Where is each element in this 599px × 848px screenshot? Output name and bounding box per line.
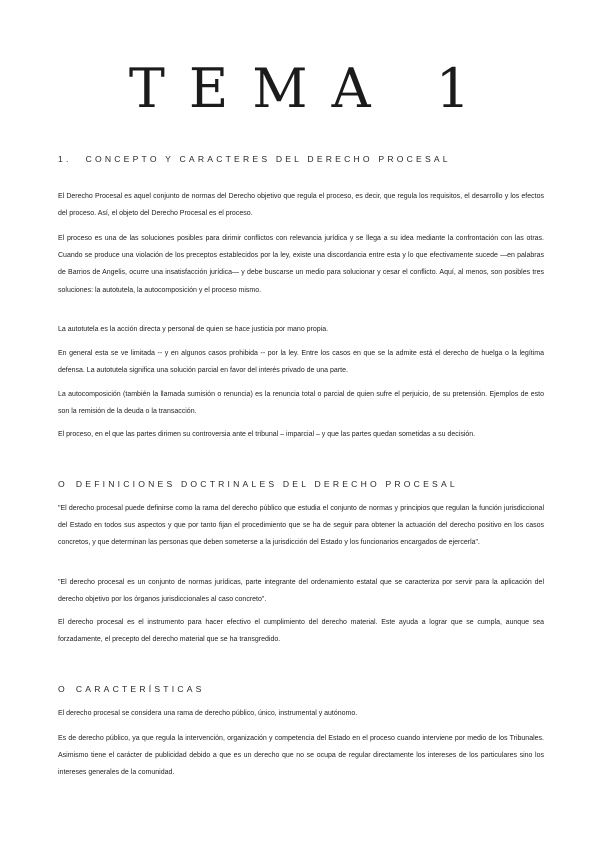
section-heading-concepto [58, 154, 548, 164]
paragraph: La autocomposición (también la llamada sumisión o renuncia) es la renuncia total o parcial de quien sufre el perjuicio, de su pretensión. Ejemplos de esto son la remisión de la deuda o la transacción. [58, 391, 544, 416]
paragraph: El Derecho Procesal es aquel conjunto de normas del Derecho objetivo que regula el proceso, es decir, que regula los requisitos, el desarrollo y los efectos del proceso. Así, el objeto del Derecho Procesal es el proceso. [58, 193, 544, 218]
section-heading-caracteristicas [58, 684, 548, 694]
section-bullet: O [58, 479, 68, 489]
paragraph: Es de derecho público, ya que regula la intervención, organización y competencia del Estado en el proceso cuando interviene por medio de los Tribunales. Asimismo tiene el carácter de publicidad debido a que es un derecho que no se ocupa de regular directamente los intereses de los particulares sino los intereses generales de la comunidad. [58, 735, 544, 777]
paragraph: En general esta se ve limitada -- y en algunos casos prohibida -- por la ley. Entre los casos en que se la admite está el derecho de huelga o la legítima defensa. La autotutela significa una solución parcial en favor del interés privado de una parte. [58, 350, 544, 375]
page-title: TEMA 1 [128, 57, 495, 120]
section-heading-text: CONCEPTO Y CARACTERES DEL DERECHO PROCESAL [85, 154, 451, 164]
paragraph: El derecho procesal se considera una rama de derecho público, único, instrumental y autónomo. [58, 710, 358, 717]
paragraph: El derecho procesal es el instrumento para hacer efectivo el cumplimiento del derecho material. Este ayuda a lograr que se cumpla, aunque sea forzadamente, el precepto del derecho material que se ha transgredido. [58, 619, 544, 644]
paragraph: La autotutela es la acción directa y personal de quien se hace justicia por mano propia. [58, 326, 329, 333]
paragraph: "El derecho procesal es un conjunto de normas jurídicas, parte integrante del ordenamiento estatal que se caracteriza por servir para la aplicación del derecho objetivo por los órganos jurisdiccionales al caso concreto". [58, 579, 544, 604]
paragraph: El proceso es una de las soluciones posibles para dirimir conflictos con relevancia jurídica y se llega a su idea mediante la confrontación con las otras. Cuando se produce una violación de los preceptos establecidos por la ley, existe una discordancia entre esta y lo que efectivamente sucede —en palabras de Barrios de Angelis, ocurre una insatisfacción jurídica— y debe buscarse un medio para solucionar y cesar el conflicto. Aquí, al menos, son posibles tres soluciones: la autotutela, la autocomposición y el proceso mismo. [58, 235, 544, 294]
section-heading-text: DEFINICIONES DOCTRINALES DEL DERECHO PROCESAL [75, 479, 458, 489]
section-bullet: O [58, 684, 68, 694]
paragraph: El proceso, en el que las partes dirimen su controversia ante el tribunal – imparcial – y que las partes quedan sometidas a su decisión. [58, 431, 476, 438]
section-heading-definiciones [58, 479, 548, 489]
paragraph: "El derecho procesal puede definirse como la rama del derecho público que estudia el conjunto de normas y principios que regulan la función jurisdiccional del Estado en todos sus aspectos y que por tanto fijan el procedimiento que se ha de seguir para obtener la actuación del derecho positivo en los casos concretos, y que determinan las personas que deben someterse a la jurisdicción del Estado y los funcionarios encargados de ejercerla". [58, 505, 544, 547]
section-heading-text: CARACTERÍSTICAS [75, 684, 205, 694]
section-number: 1. [58, 154, 72, 164]
